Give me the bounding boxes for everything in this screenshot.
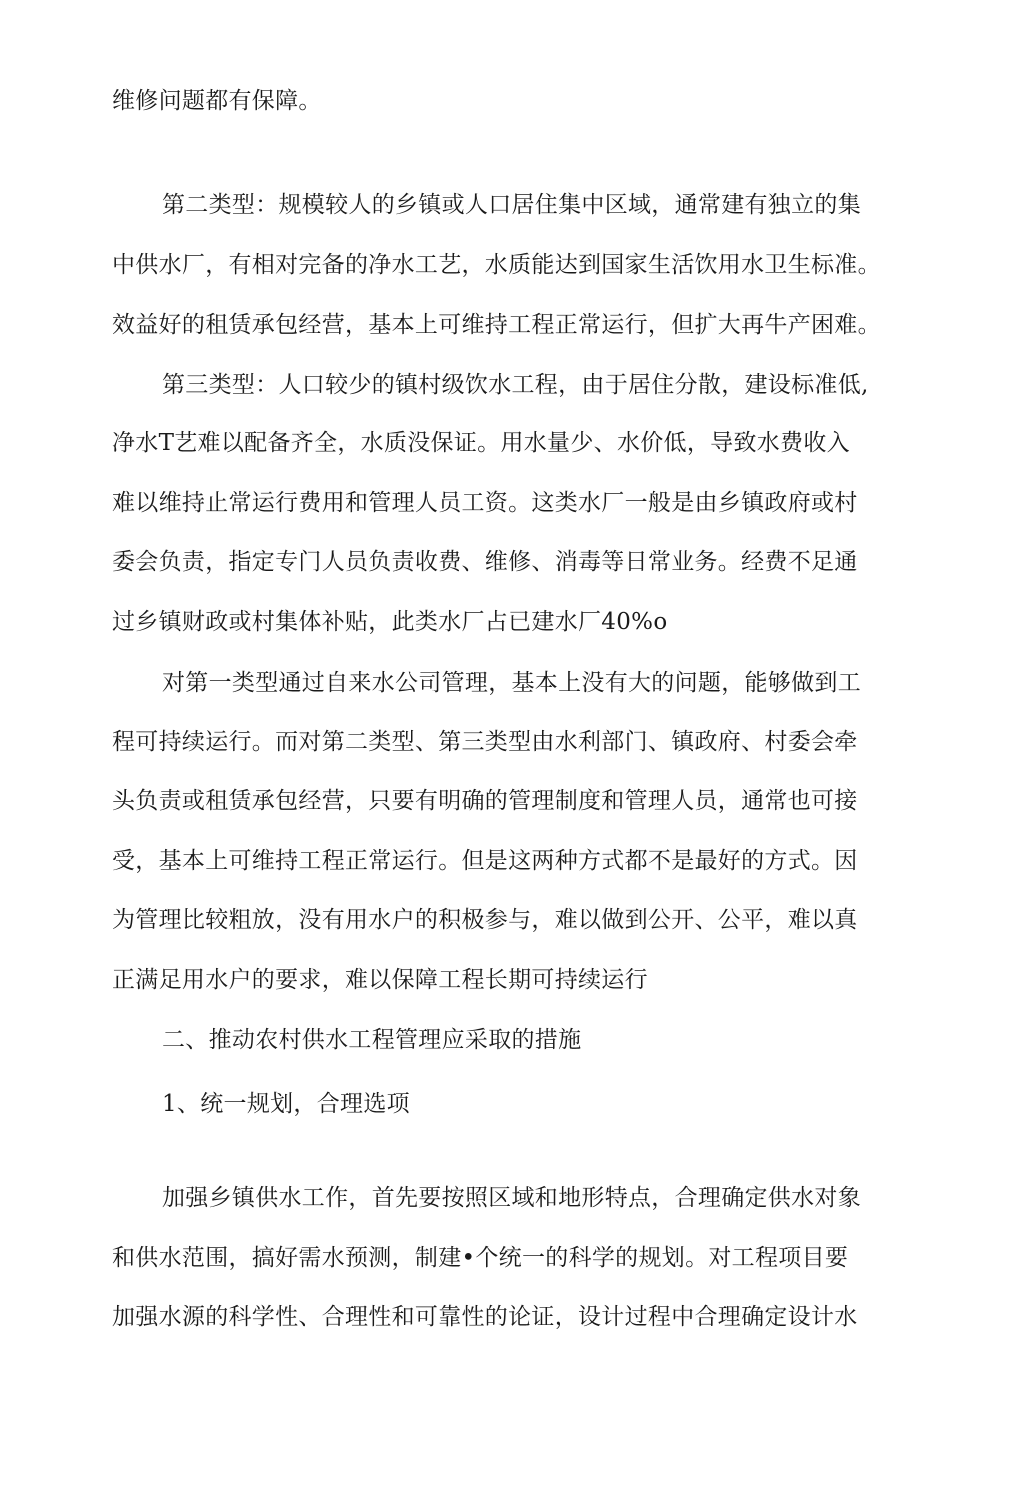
section-heading: 二、推动农村供水工程管理应采取的措施	[162, 1027, 582, 1053]
text-line: 第三类型：人口较少的镇村级饮水工程，由于居住分散，建设标准低,	[162, 372, 869, 398]
text-line: 对第一类型通过自来水公司管理，基本上没有大的问题，能够做到工	[162, 670, 861, 696]
text-line: 第二类型：规模较人的乡镇或人口居住集中区域，通常建有独立的集	[162, 192, 861, 218]
text-line: 程可持续运行。而对第二类型、第三类型由水利部门、镇政府、村委会牵	[112, 729, 858, 755]
text-line: 中供水厂，有相对完备的净水工艺，水质能达到国家生活饮用水卫生标准。	[112, 252, 881, 278]
text-line: 和供水范围，搞好需水预测，制建•个统一的科学的规划。对工程项目要	[112, 1245, 849, 1271]
text-line: 加强水源的科学性、合理性和可靠性的论证，设计过程中合理确定设计水	[112, 1304, 858, 1330]
text-line: 为管理比较粗放，没有用水户的积极参与，难以做到公开、公平，难以真	[112, 907, 858, 933]
text-line: 效益好的租赁承包经营，基本上可维持工程正常运行，但扩大再牛产困难。	[112, 312, 881, 338]
text-line: 委会负责，指定专门人员负责收费、维修、消毒等日常业务。经费不足通	[112, 549, 858, 575]
text-line: 净水T艺难以配备齐全，水质没保证。用水量少、水价低，导致水费收入	[112, 430, 850, 456]
subsection-heading: 1、统一规划，合理选项	[162, 1091, 410, 1117]
text-line: 维修问题都有保障。	[112, 88, 322, 114]
text-line: 过乡镇财政或村集体补贴，此类水厂占已建水厂40%o	[112, 609, 668, 635]
text-line: 受，基本上可维持工程正常运行。但是这两种方式都不是最好的方式。因	[112, 848, 858, 874]
text-line: 头负责或租赁承包经营，只要有明确的管理制度和管理人员，通常也可接	[112, 788, 858, 814]
text-line: 加强乡镇供水工作，首先要按照区域和地形特点，合理确定供水对象	[162, 1185, 861, 1211]
text-line: 难以维持止常运行费用和管理人员工资。这类水厂一般是由乡镇政府或村	[112, 490, 858, 516]
text-line: 正满足用水户的要求，难以保障工程长期可持续运行	[112, 967, 648, 993]
